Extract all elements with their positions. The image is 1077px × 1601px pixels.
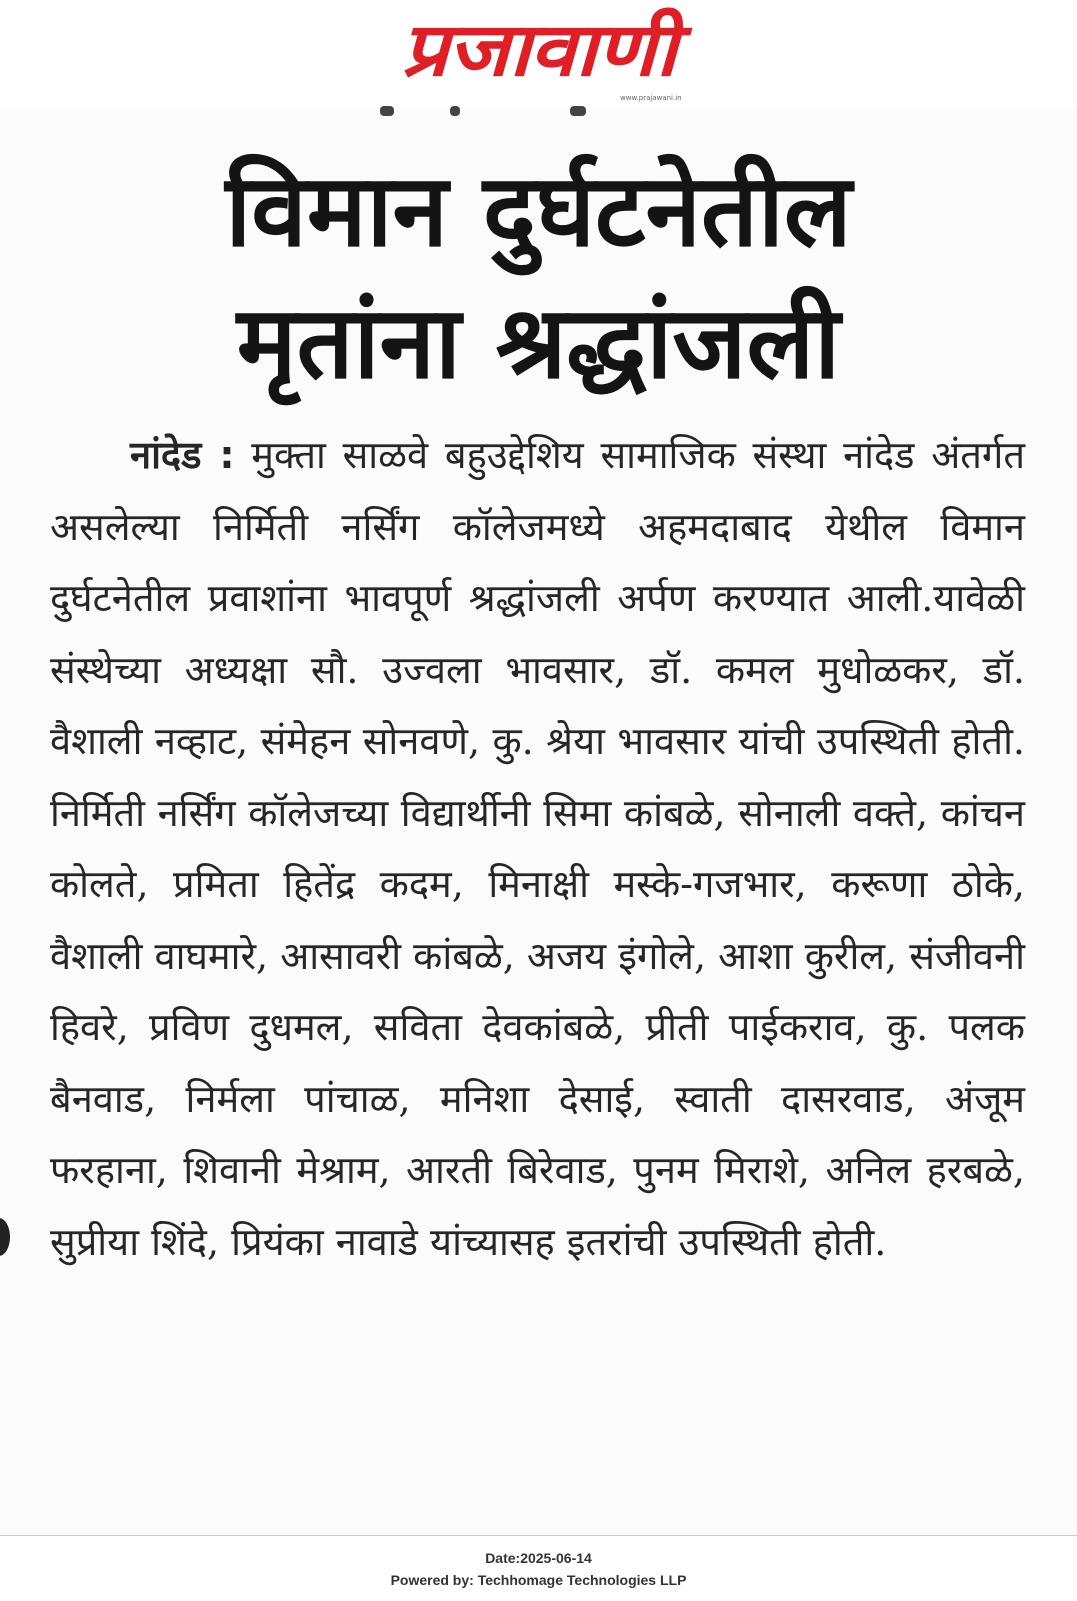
article-headline	[0, 145, 1077, 409]
article-body	[50, 420, 1025, 1278]
logo-url: www.prajawani.in	[620, 94, 682, 102]
news-clipping	[0, 110, 1077, 1535]
footer-powered-by: Powered by: Techhomage Technologies LLP	[390, 1572, 687, 1588]
page-footer	[0, 1535, 1077, 1601]
article-dateline: नांदेड :	[130, 433, 235, 477]
newspaper-logo: प्रजावाणी	[401, 7, 676, 93]
article-body-text: मुक्ता साळवे बहुउद्देशिय सामाजिक संस्था नांदेड अंतर्गत असलेल्या निर्मिती नर्सिंग कॉलेजमध्ये अहमदाबाद येथील विमान दुर्घटनेतील प्रवाशांना भावपूर्ण श्रद्धांजली अर्पण करण्यात आली.यावेळी संस्थेच्या अध्यक्षा सौ. उज्वला भावसार, डॉ. कमल मुधोळकर, डॉ. वैशाली नव्हाट, संमेहन सोनवणे, कु. श्रेया भावसार यांची उपस्थिती होती. निर्मिती नर्सिंग कॉलेजच्या विद्यार्थीनी सिमा कांबळे, सोनाली वक्ते, कांचन कोलते, प्रमिता हितेंद्र कदम, मिनाक्षी मस्के-गजभार, करूणा ठोके, वैशाली वाघमारे, आसावरी कांबळे, अजय इंगोले, आशा कुरील, संजीवनी हिवरे, प्रविण दुधमल, सविता देवकांबळे, प्रीती पाईकराव, कु. पलक बैनवाड, निर्मला पांचाळ, मनिशा देसाई, स्वाती दासरवाड, अंजूम फरहाना, शिवानी मेश्राम, आरती बिरेवाड, पुनम मिराशे, अनिल हरबळे, सुप्रीया शिंदे, प्रियंका नावाडे यांच्यासह इतरांची उपस्थिती होती.	[50, 433, 1025, 1264]
footer-date: Date:2025-06-14	[485, 1550, 592, 1566]
headline-line-1: विमान दुर्घटनेतील	[225, 152, 852, 269]
page-edge-mark	[0, 1218, 10, 1256]
cropped-text-fragment	[370, 106, 610, 120]
headline-line-2: मृतांना श्रद्धांजली	[236, 284, 841, 401]
masthead	[0, 0, 1077, 110]
